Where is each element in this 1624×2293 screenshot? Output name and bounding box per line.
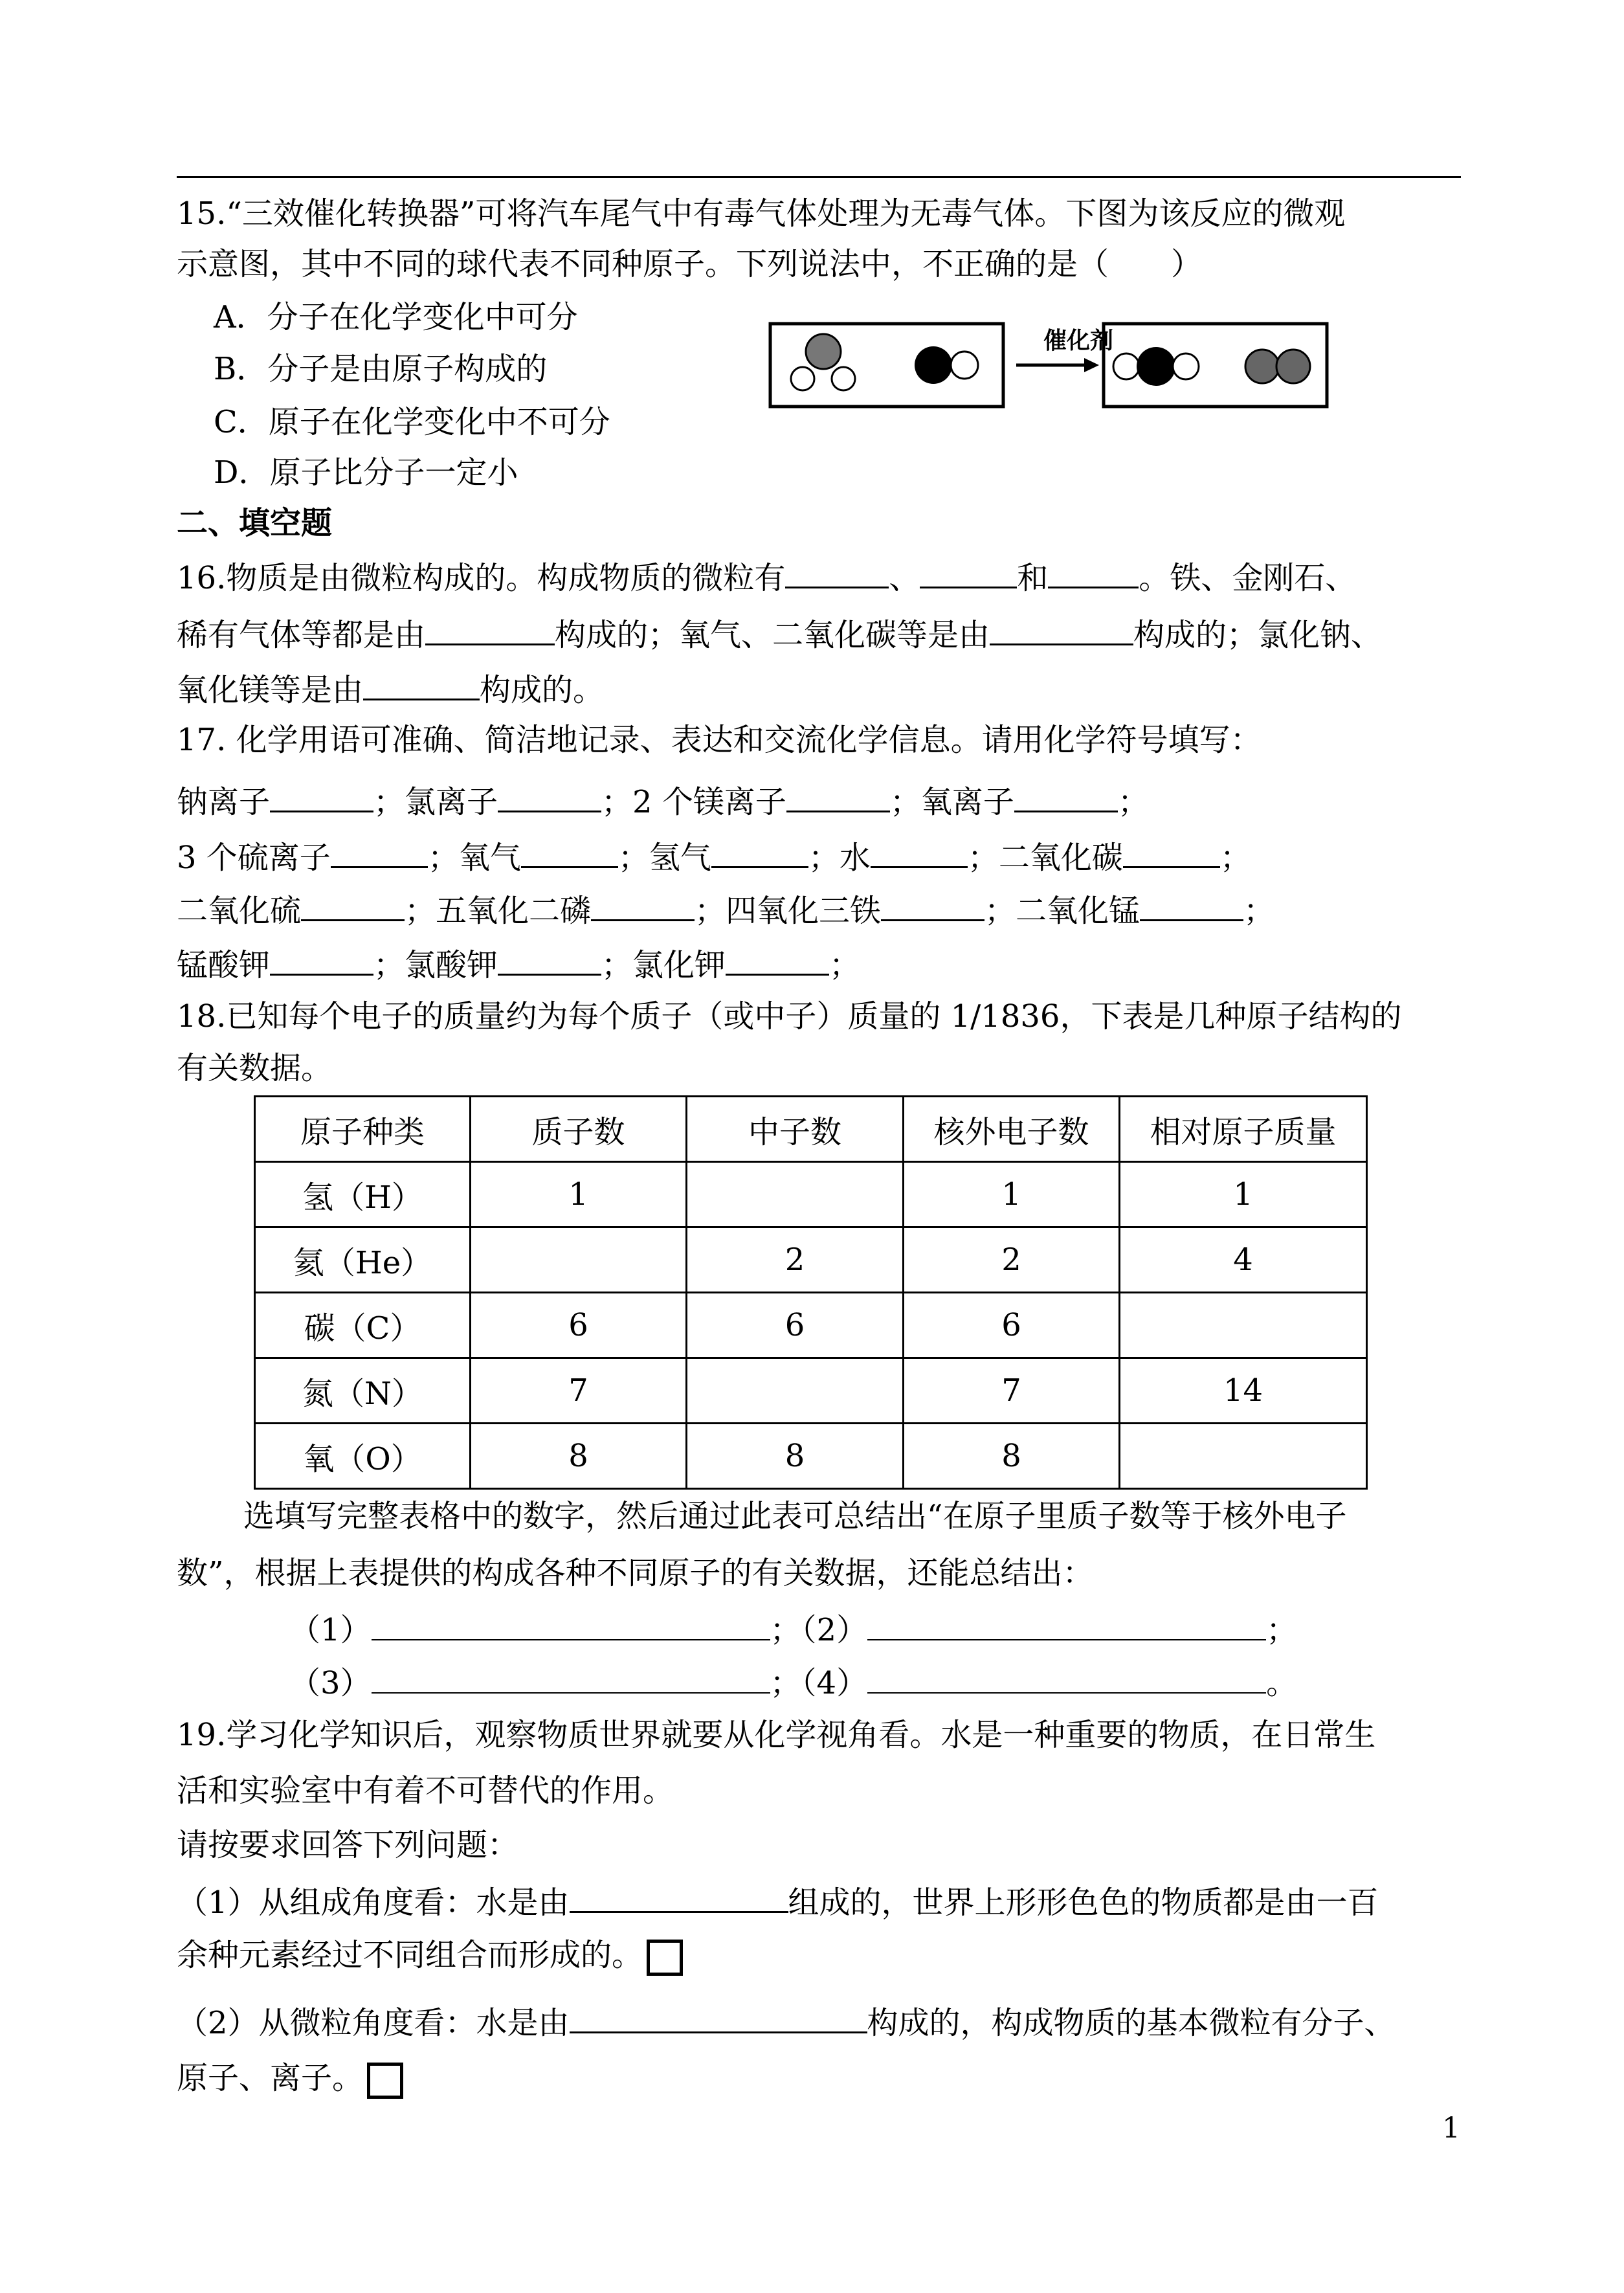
table-cell: 1 xyxy=(1120,1162,1367,1227)
q17-blank[interactable] xyxy=(881,889,984,921)
q16-text-3a: 氧化镁等是由 xyxy=(177,672,364,708)
q18-after-line2: 数”，根据上表提供的构成各种不同原子的有关数据，还能总结出： xyxy=(177,1555,1094,1591)
table-cell: 1 xyxy=(471,1162,687,1227)
q19-label: 余种元素经过不同组合而形成的。 xyxy=(177,1937,643,1973)
q17-blank[interactable] xyxy=(591,889,695,921)
table-header: 相对原子质量 xyxy=(1120,1097,1367,1162)
table-header: 中子数 xyxy=(687,1097,904,1162)
q17-row3 xyxy=(177,889,1274,930)
q17-label: ； xyxy=(1117,784,1149,820)
table-cell: 7 xyxy=(471,1358,687,1424)
q19-label: 组成的，世界上形形色色的物质都是由一百 xyxy=(788,1885,1379,1921)
table-cell: 氦（He） xyxy=(255,1227,471,1293)
q18-label: （3） xyxy=(289,1665,372,1701)
table-cell[interactable] xyxy=(1120,1293,1367,1358)
q19-label: （2）从微粒角度看：水是由 xyxy=(177,2005,570,2041)
q15-line1: 15.“三效催化转换器”可将汽车尾气中有毒气体处理为无毒气体。下图为该反应的微观 xyxy=(177,196,1346,232)
table-cell: 氧（O） xyxy=(255,1424,471,1489)
table-cell: 6 xyxy=(687,1293,904,1358)
q18-line1: 18.已知每个电子的质量约为每个质子（或中子）质量的 1/1836，下表是几种原子结构的 xyxy=(177,998,1402,1035)
q19-part1-line1 xyxy=(177,1881,1379,1922)
q19-part2-line1 xyxy=(177,2002,1396,2042)
q17-label: ；水 xyxy=(808,840,871,876)
q16-blank-3[interactable] xyxy=(1048,557,1139,588)
q16-text-3b: 构成的。 xyxy=(480,672,605,708)
table-cell[interactable] xyxy=(687,1162,904,1227)
table-cell: 1 xyxy=(904,1162,1120,1227)
q17-row2 xyxy=(177,836,1251,877)
q16-line1 xyxy=(177,557,1356,598)
q19-line1: 19.学习化学知识后，观察物质世界就要从化学视角看。水是一种重要的物质，在日常生 xyxy=(177,1717,1376,1753)
q17-label: ；四氧化三铁 xyxy=(695,893,882,929)
reaction-diagram xyxy=(751,311,1333,434)
q17-blank[interactable] xyxy=(786,781,890,812)
q19-label: 构成的，构成物质的基本微粒有分子、 xyxy=(867,2005,1396,2041)
table-cell: 14 xyxy=(1120,1358,1367,1424)
q17-blank[interactable] xyxy=(270,944,373,976)
table-header: 核外电子数 xyxy=(904,1097,1120,1162)
q17-label: ；氯化钾 xyxy=(601,947,726,983)
table-row xyxy=(255,1162,1367,1227)
table-cell: 4 xyxy=(1120,1227,1367,1293)
table-cell: 2 xyxy=(904,1227,1120,1293)
table-cell[interactable] xyxy=(1120,1424,1367,1489)
q17-blank[interactable] xyxy=(521,836,618,868)
q17-label: ；氯离子 xyxy=(373,784,498,820)
q19-blank-1[interactable] xyxy=(570,1881,788,1913)
atom-data-table xyxy=(254,1095,1368,1490)
q17-blank[interactable] xyxy=(711,836,808,868)
q18-line2: 有关数据。 xyxy=(177,1050,333,1086)
q17-label: 3 个硫离子 xyxy=(177,840,331,876)
q18-label: ； xyxy=(1266,1612,1298,1648)
table-cell: 氢（H） xyxy=(255,1162,471,1227)
q17-blank[interactable] xyxy=(270,781,373,812)
q17-row4 xyxy=(177,944,860,985)
q16-text-1d: 。铁、金刚石、 xyxy=(1139,560,1357,596)
q17-blank[interactable] xyxy=(726,944,829,976)
q17-label: ； xyxy=(1243,893,1275,929)
q19-part1-line2 xyxy=(177,1936,683,1976)
table-header-row xyxy=(255,1097,1367,1162)
q18-blank-2[interactable] xyxy=(867,1609,1266,1640)
table-row xyxy=(255,1227,1367,1293)
q16-blank-2[interactable] xyxy=(920,557,1017,588)
table-cell[interactable] xyxy=(471,1227,687,1293)
table-row xyxy=(255,1424,1367,1489)
catalyst-label: 催化剂 xyxy=(1043,328,1114,354)
q17-intro: 17. 化学用语可准确、简洁地记录、表达和交流化学信息。请用化学符号填写： xyxy=(177,722,1262,758)
table-header: 质子数 xyxy=(471,1097,687,1162)
table-header: 原子种类 xyxy=(255,1097,471,1162)
table-cell: 6 xyxy=(904,1293,1120,1358)
q18-label: 。 xyxy=(1266,1665,1298,1701)
q18-after-line1: 选填写完整表格中的数字，然后通过此表可总结出“在原子里质子数等于核外电子 xyxy=(243,1498,1347,1534)
q17-blank[interactable] xyxy=(1140,889,1243,921)
q15-option-a: A．分子在化学变化中可分 xyxy=(214,299,578,335)
header-rule xyxy=(177,176,1461,178)
q17-blank[interactable] xyxy=(871,836,968,868)
table-row xyxy=(255,1358,1367,1424)
q17-label: ；氢气 xyxy=(617,840,711,876)
answer-box-2[interactable] xyxy=(367,2063,403,2099)
q17-label: ； xyxy=(1219,840,1251,876)
q18-blank-3[interactable] xyxy=(372,1662,770,1694)
q17-label: ；二氧化锰 xyxy=(984,893,1140,929)
q17-label: ； xyxy=(829,947,861,983)
q16-text-1b: 、 xyxy=(889,560,920,596)
table-cell: 8 xyxy=(471,1424,687,1489)
q16-text-2c: 构成的；氯化钠、 xyxy=(1133,617,1383,653)
q17-label: ；2 个镁离子 xyxy=(601,784,786,820)
q16-line2 xyxy=(177,614,1382,654)
q17-blank[interactable] xyxy=(498,944,601,976)
q17-blank[interactable] xyxy=(498,781,601,812)
q19-blank-2[interactable] xyxy=(570,2002,867,2033)
q15-option-d: D．原子比分子一定小 xyxy=(214,454,518,491)
q18-blanks-row2 xyxy=(289,1662,1297,1703)
q17-blank[interactable] xyxy=(1123,836,1220,868)
table-row xyxy=(255,1293,1367,1358)
q16-text-2b: 构成的；氧气、二氧化碳等是由 xyxy=(555,617,990,653)
q17-blank[interactable] xyxy=(331,836,428,868)
table-cell[interactable] xyxy=(687,1358,904,1424)
section-title-fill-in: 二、填空题 xyxy=(177,505,333,541)
q15-option-b: B．分子是由原子构成的 xyxy=(214,351,548,387)
q19-part2-line2 xyxy=(177,2059,403,2099)
q18-blanks-row1 xyxy=(289,1609,1297,1650)
q16-blank-6[interactable] xyxy=(363,669,480,700)
q18-blank-1[interactable] xyxy=(372,1609,770,1640)
q17-label: ；氧气 xyxy=(427,840,521,876)
q16-blank-1[interactable] xyxy=(785,557,889,588)
q17-label: ；氧离子 xyxy=(889,784,1014,820)
q17-row1 xyxy=(177,781,1149,822)
q17-label: 锰酸钾 xyxy=(177,947,271,983)
q19-line3: 请按要求回答下列问题： xyxy=(177,1827,519,1863)
q15-line2: 示意图，其中不同的球代表不同种原子。下列说法中，不正确的是（ ） xyxy=(177,246,1203,282)
q16-blank-5[interactable] xyxy=(990,614,1133,645)
q15-option-c: C．原子在化学变化中不可分 xyxy=(214,404,610,440)
q18-label: （1） xyxy=(289,1612,372,1648)
q19-label: 原子、离子。 xyxy=(177,2060,364,2096)
q18-label: ；（4） xyxy=(770,1665,868,1701)
q18-blank-4[interactable] xyxy=(867,1662,1266,1694)
page-number: 1 xyxy=(1442,2112,1460,2145)
table-cell: 7 xyxy=(904,1358,1120,1424)
q19-line2: 活和实验室中有着不可替代的作用。 xyxy=(177,1773,674,1809)
q17-label: 钠离子 xyxy=(177,784,271,820)
table-cell: 氮（N） xyxy=(255,1358,471,1424)
q16-line3 xyxy=(177,669,604,710)
q17-label: 二氧化硫 xyxy=(177,893,302,929)
q18-label: ；（2） xyxy=(770,1612,868,1648)
q16-text-1c: 和 xyxy=(1017,560,1049,596)
q16-text-2a: 稀有气体等都是由 xyxy=(177,617,426,653)
q17-label: ；二氧化碳 xyxy=(967,840,1123,876)
table-cell: 2 xyxy=(687,1227,904,1293)
answer-box-1[interactable] xyxy=(647,1940,683,1976)
q16-blank-4[interactable] xyxy=(425,614,555,645)
q17-label: ；氯酸钾 xyxy=(373,947,498,983)
q17-blank[interactable] xyxy=(301,889,405,921)
table-cell: 8 xyxy=(904,1424,1120,1489)
q19-label: （1）从组成角度看：水是由 xyxy=(177,1885,570,1921)
q17-label: ；五氧化二磷 xyxy=(405,893,592,929)
q17-blank[interactable] xyxy=(1014,781,1118,812)
table-cell: 6 xyxy=(471,1293,687,1358)
q16-text-1a: 16.物质是由微粒构成的。构成物质的微粒有 xyxy=(177,560,786,596)
table-cell: 8 xyxy=(687,1424,904,1489)
table-cell: 碳（C） xyxy=(255,1293,471,1358)
